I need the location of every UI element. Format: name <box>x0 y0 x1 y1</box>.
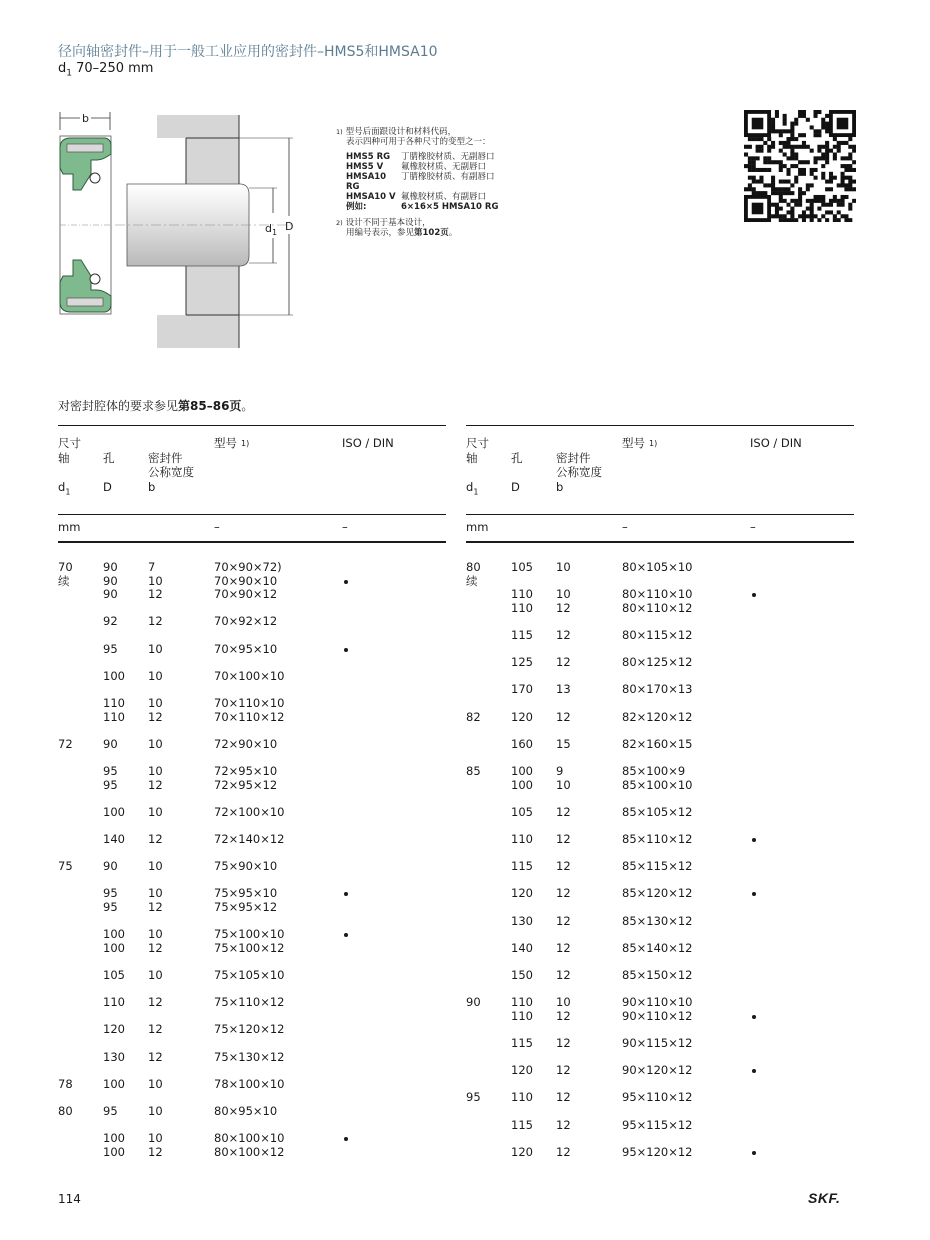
cell-bore-D: 100 <box>103 804 125 819</box>
cell-width-b: 10 <box>148 1104 163 1118</box>
cell-width-b: 12 <box>148 900 163 914</box>
header-b: b <box>148 480 156 494</box>
page-subtitle: $d_1$ 70–250 mm <box>58 61 154 79</box>
cell-width-b: 12 <box>556 968 571 982</box>
variant-code: HMS5 V <box>346 162 384 172</box>
cell-bore-D: 105 <box>511 560 533 574</box>
cell-designation: 82×160×15 <box>622 736 693 751</box>
cell-width-b: 10 <box>556 560 571 574</box>
cell-bore-D: 100 <box>511 764 533 778</box>
skf-logo: SKF. <box>808 1190 841 1206</box>
cell-width-b: 10 <box>148 927 163 942</box>
cell-designation: 80×170×13 <box>622 682 693 697</box>
cell-bore-D: 110 <box>103 995 125 1010</box>
cell-bore-D: 140 <box>511 940 533 955</box>
cell-designation: 90×120×12 <box>622 1063 693 1078</box>
cell-bore-D: 110 <box>511 1008 533 1023</box>
cell-width-b: 10 <box>148 736 163 751</box>
variant-row <box>336 172 596 192</box>
cell-shaft-d1: 80 <box>466 560 481 574</box>
cell-width-b: 12 <box>556 804 571 819</box>
iso-din-bullet <box>344 1137 348 1141</box>
cell-width-b: 12 <box>556 913 571 928</box>
cell-bore-D: 160 <box>511 736 533 751</box>
cell-bore-D: 120 <box>511 709 533 724</box>
variant-row <box>336 162 596 172</box>
cell-designation: 85×130×12 <box>622 913 693 928</box>
variant-desc: 丁腈橡胶材质、有副唇口 <box>401 172 495 182</box>
cell-designation: 70×110×10 <box>214 696 285 710</box>
cell-designation: 75×110×12 <box>214 995 285 1010</box>
cell-designation: 70×90×10 <box>214 573 278 588</box>
cell-width-b: 12 <box>148 1144 163 1159</box>
cell-bore-D: 95 <box>103 764 118 778</box>
header-d1-sub: 1 <box>65 487 71 497</box>
cell-bore-D: 100 <box>103 940 125 955</box>
table-rule <box>58 425 446 426</box>
variant-row <box>336 192 596 202</box>
cell-designation: 95×110×12 <box>622 1090 693 1105</box>
header-iso: ISO / DIN <box>342 436 394 450</box>
unit-mm: mm <box>466 520 489 534</box>
cell-bore-D: 90 <box>103 736 118 751</box>
cell-designation: 70×90×12 <box>214 587 278 602</box>
cell-bore-D: 130 <box>511 913 533 928</box>
cell-width-b: 12 <box>148 940 163 955</box>
cell-bore-D: 120 <box>511 1063 533 1078</box>
cell-width-b: 10 <box>148 1076 163 1091</box>
cell-shaft-d1: 90 <box>466 995 481 1010</box>
cell-bore-D: 95 <box>103 777 118 792</box>
header-seal-width-2: 公称宽度 <box>556 465 602 479</box>
iso-din-bullet <box>344 580 348 584</box>
cell-designation: 90×115×12 <box>622 1036 693 1050</box>
cell-bore-D: 105 <box>103 968 125 982</box>
page-title: 径向轴密封件–用于一般工业应用的密封件–HMS5和HMSA10 <box>58 44 438 60</box>
cell-width-b: 10 <box>148 573 163 588</box>
cell-designation: 80×125×12 <box>622 655 693 670</box>
cell-width-b: 12 <box>556 655 571 670</box>
label-D: D <box>285 220 294 233</box>
header-b: b <box>556 480 564 494</box>
cell-width-b: 10 <box>148 968 163 982</box>
cell-designation: 85×110×12 <box>622 832 693 846</box>
cell-designation: 85×140×12 <box>622 940 693 955</box>
cell-bore-D: 115 <box>511 628 533 642</box>
cell-width-b: 12 <box>556 832 571 846</box>
variant-code: HMSA10 V <box>346 192 396 202</box>
cell-width-b: 12 <box>148 832 163 846</box>
cell-bore-D: 95 <box>103 900 118 914</box>
cell-bore-D: 110 <box>511 1090 533 1105</box>
cell-width-b: 10 <box>556 777 571 792</box>
cell-bore-D: 110 <box>511 600 533 615</box>
iso-din-bullet <box>752 892 756 896</box>
cell-width-b: 12 <box>556 1144 571 1159</box>
variant-desc: 6×16×5 HMSA10 RG <box>401 202 499 212</box>
header-d1-letter: d <box>466 480 474 494</box>
variant-desc: 丁腈橡胶材质、无副唇口 <box>401 152 495 162</box>
cell-width-b: 10 <box>148 886 163 901</box>
cell-bore-D: 92 <box>103 614 118 629</box>
cell-width-b: 13 <box>556 682 571 697</box>
header-seal-width: 密封件 <box>148 451 183 465</box>
cell-designation: 70×95×10 <box>214 641 278 656</box>
cell-width-b: 15 <box>556 736 571 751</box>
unit-dash: – <box>342 520 348 534</box>
cell-width-b: 10 <box>556 995 571 1010</box>
cell-designation: 80×105×10 <box>622 560 693 574</box>
cell-designation: 78×100×10 <box>214 1076 285 1091</box>
cell-bore-D: 90 <box>103 587 118 602</box>
requirements-note: 对密封腔体的要求参见第85–86页。 <box>58 399 254 413</box>
cell-bore-D: 115 <box>511 859 533 874</box>
cell-width-b: 12 <box>148 709 163 724</box>
cell-width-b: 10 <box>148 641 163 656</box>
cell-width-b: 12 <box>148 1022 163 1037</box>
header-designation-label: 型号 <box>622 436 645 450</box>
cell-bore-D: 110 <box>103 696 125 710</box>
cell-bore-D: 110 <box>511 587 533 602</box>
cell-designation: 75×90×10 <box>214 859 278 874</box>
table-rule <box>466 514 854 515</box>
cell-bore-D: 90 <box>103 573 118 588</box>
cell-bore-D: 105 <box>511 804 533 819</box>
cell-designation: 72×100×10 <box>214 804 285 819</box>
header-designation-note: 1) <box>649 439 658 448</box>
header-D: D <box>511 480 520 494</box>
cell-bore-D: 100 <box>103 1144 125 1159</box>
cell-designation: 72×95×10 <box>214 764 278 778</box>
variant-code: HMSA10 RG <box>346 172 387 192</box>
cell-width-b: 10 <box>148 804 163 819</box>
cell-bore-D: 110 <box>511 832 533 846</box>
cell-designation: 85×105×12 <box>622 804 693 819</box>
cell-bore-D: 100 <box>103 1076 125 1091</box>
variant-code: 例如: <box>346 202 367 212</box>
cell-width-b: 12 <box>148 614 163 629</box>
header-shaft: 轴 <box>466 451 478 465</box>
cell-designation: 75×100×12 <box>214 940 285 955</box>
cell-bore-D: 170 <box>511 682 533 697</box>
header-d1-letter: d <box>58 480 66 494</box>
cell-designation: 80×95×10 <box>214 1104 278 1118</box>
table-rule <box>58 514 446 515</box>
header-d1-sub: 1 <box>473 487 479 497</box>
cell-continued: 续 <box>58 573 70 588</box>
iso-din-bullet <box>752 1015 756 1019</box>
cell-bore-D: 120 <box>103 1022 125 1037</box>
cell-bore-D: 95 <box>103 641 118 656</box>
cell-shaft-d1: 80 <box>58 1104 73 1118</box>
cell-shaft-d1: 82 <box>466 709 481 724</box>
cell-designation: 95×120×12 <box>622 1144 693 1159</box>
unit-dash: – <box>750 520 756 534</box>
table-rule <box>58 541 446 543</box>
cell-bore-D: 90 <box>103 859 118 874</box>
iso-din-bullet <box>752 1151 756 1155</box>
header-seal-width: 密封件 <box>556 451 591 465</box>
cell-shaft-d1: 95 <box>466 1090 481 1105</box>
header-designation-note: 1) <box>241 439 250 448</box>
iso-din-bullet <box>344 892 348 896</box>
cell-bore-D: 95 <box>103 886 118 901</box>
unit-dash: – <box>214 520 220 534</box>
cell-designation: 80×100×12 <box>214 1144 285 1159</box>
header-designation <box>214 437 249 450</box>
cell-shaft-d1: 72 <box>58 736 73 751</box>
cell-bore-D: 100 <box>103 1131 125 1146</box>
variant-desc: 氟橡胶材质、无副唇口 <box>401 162 487 172</box>
header-shaft: 轴 <box>58 451 70 465</box>
header-seal-width-2: 公称宽度 <box>148 465 194 479</box>
footnotes <box>336 127 596 244</box>
cell-bore-D: 100 <box>103 668 125 683</box>
header-D: D <box>103 480 112 494</box>
cell-width-b: 12 <box>556 709 571 724</box>
cell-designation: 75×130×12 <box>214 1049 285 1064</box>
page-number: 114 <box>58 1192 81 1206</box>
cell-bore-D: 100 <box>511 777 533 792</box>
cell-shaft-d1: 85 <box>466 764 481 778</box>
cell-width-b: 12 <box>148 995 163 1010</box>
cell-width-b: 12 <box>556 1117 571 1132</box>
cell-bore-D: 115 <box>511 1117 533 1132</box>
cell-bore-D: 120 <box>511 886 533 901</box>
cell-bore-D: 95 <box>103 1104 118 1118</box>
cell-width-b: 10 <box>148 1131 163 1146</box>
cell-bore-D: 110 <box>103 709 125 724</box>
cell-designation: 85×100×10 <box>622 777 693 792</box>
header-iso: ISO / DIN <box>750 436 802 450</box>
cell-designation: 95×115×12 <box>622 1117 693 1132</box>
cell-designation: 75×100×10 <box>214 927 285 942</box>
cell-bore-D: 90 <box>103 560 118 574</box>
cell-width-b: 12 <box>556 1008 571 1023</box>
cell-bore-D: 140 <box>103 832 125 846</box>
cell-designation: 85×115×12 <box>622 859 693 874</box>
header-d1 <box>466 481 478 498</box>
seal-drawing <box>55 108 305 353</box>
cell-designation: 82×120×12 <box>622 709 693 724</box>
label-b: b <box>82 112 89 125</box>
header-size: 尺寸 <box>466 436 489 450</box>
footnote-2: $^{2)}$ 设计不同于基本设计， 用编号表示，参见第102页。 <box>336 218 458 238</box>
cell-continued: 续 <box>466 573 478 588</box>
cell-bore-D: 130 <box>103 1049 125 1064</box>
cell-bore-D: 125 <box>511 655 533 670</box>
variant-code: HMS5 RG <box>346 152 391 162</box>
cell-width-b: 12 <box>556 940 571 955</box>
cell-shaft-d1: 78 <box>58 1076 73 1091</box>
cell-width-b: 12 <box>148 777 163 792</box>
cell-width-b: 10 <box>148 859 163 874</box>
variant-row <box>336 152 596 162</box>
cell-designation: 72×140×12 <box>214 832 285 846</box>
cell-designation: 80×115×12 <box>622 628 693 642</box>
cell-designation: 90×110×12 <box>622 1008 693 1023</box>
cell-bore-D: 110 <box>511 995 533 1010</box>
cell-designation: 75×120×12 <box>214 1022 285 1037</box>
cell-width-b: 12 <box>148 587 163 602</box>
cell-designation: 75×105×10 <box>214 968 285 982</box>
cell-designation: 80×100×10 <box>214 1131 285 1146</box>
header-designation <box>622 437 657 450</box>
unit-dash: – <box>622 520 628 534</box>
cell-designation: 70×100×10 <box>214 668 285 683</box>
cell-bore-D: 115 <box>511 1036 533 1050</box>
cell-bore-D: 150 <box>511 968 533 982</box>
cell-width-b: 12 <box>556 1090 571 1105</box>
cell-shaft-d1: 75 <box>58 859 73 874</box>
iso-din-bullet <box>752 1069 756 1073</box>
cell-width-b: 12 <box>556 859 571 874</box>
cell-width-b: 12 <box>556 628 571 642</box>
cell-designation: 72×90×10 <box>214 736 278 751</box>
table-rule <box>466 541 854 543</box>
header-designation-label: 型号 <box>214 436 237 450</box>
cell-designation: 85×150×12 <box>622 968 693 982</box>
cell-designation: 85×120×12 <box>622 886 693 901</box>
iso-din-bullet <box>752 838 756 842</box>
cell-width-b: 12 <box>556 1063 571 1078</box>
iso-din-bullet <box>752 593 756 597</box>
iso-din-bullet <box>344 933 348 937</box>
cell-designation: 75×95×10 <box>214 886 278 901</box>
header-bore: 孔 <box>103 451 115 465</box>
cell-width-b: 12 <box>556 886 571 901</box>
variant-row <box>336 202 596 212</box>
cell-width-b: 12 <box>556 600 571 615</box>
cell-designation: 80×110×10 <box>622 587 693 602</box>
cell-designation: 70×92×12 <box>214 614 278 629</box>
header-d1 <box>58 481 70 498</box>
cell-designation: 75×95×12 <box>214 900 278 914</box>
cell-designation: 85×100×9 <box>622 764 686 778</box>
cell-designation: 90×110×10 <box>622 995 693 1010</box>
unit-mm: mm <box>58 520 81 534</box>
cell-bore-D: 120 <box>511 1144 533 1159</box>
footnote-1: $^{1)}$ 型号后面跟设计和材料代码， 表示四种可用于各种尺寸的变型之一： HMS5 RG 丁腈橡胶材质、无副唇口 HMS5 V 氟橡胶材质、无副唇口 HMSA10 RG 丁腈橡胶材质、有副唇口 HMSA10 V 氟橡胶材质、有副唇口 例如: 6×16×5 HMSA10 RG <box>336 127 596 212</box>
cell-width-b: 7 <box>148 560 156 574</box>
cell-width-b: 10 <box>148 668 163 683</box>
cell-width-b: 12 <box>556 1036 571 1050</box>
variant-desc: 氟橡胶材质、有副唇口 <box>401 192 487 202</box>
qr-code[interactable] <box>744 110 856 222</box>
header-bore: 孔 <box>511 451 523 465</box>
cell-shaft-d1: 70 <box>58 560 73 574</box>
cell-designation: 70×110×12 <box>214 709 285 724</box>
header-size: 尺寸 <box>58 436 81 450</box>
cell-designation: 80×110×12 <box>622 600 693 615</box>
table-rule <box>466 425 854 426</box>
cell-designation: 70×90×72) <box>214 560 282 574</box>
cell-width-b: 10 <box>556 587 571 602</box>
cell-bore-D: 100 <box>103 927 125 942</box>
cell-width-b: 12 <box>148 1049 163 1064</box>
label-d1: $d_1$ <box>265 222 278 237</box>
cell-designation: 72×95×12 <box>214 777 278 792</box>
cell-width-b: 9 <box>556 764 564 778</box>
cell-width-b: 10 <box>148 764 163 778</box>
iso-din-bullet <box>344 648 348 652</box>
cell-width-b: 10 <box>148 696 163 710</box>
